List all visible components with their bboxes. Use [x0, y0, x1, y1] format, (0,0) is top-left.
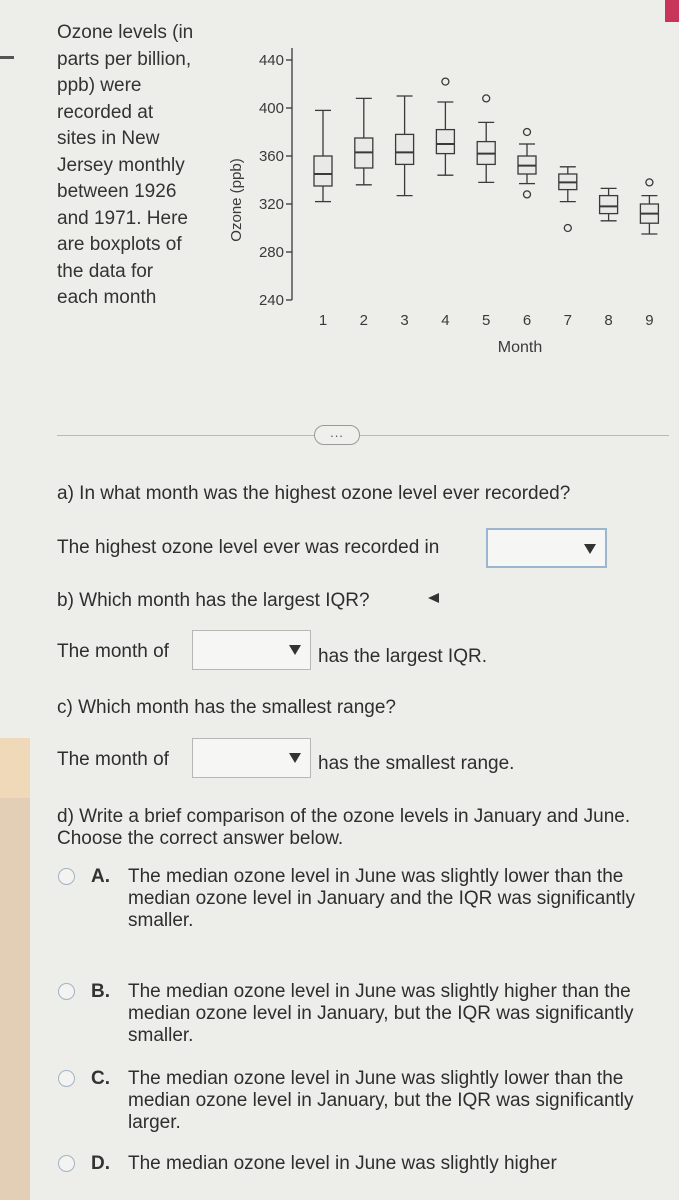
option-text: The median ozone level in June was slightly higher — [128, 1153, 557, 1174]
outlier-point — [524, 191, 531, 198]
dropdown-caret-icon — [289, 645, 301, 655]
answer-c-suffix: has the smallest range. — [318, 753, 515, 774]
section-divider — [57, 435, 669, 436]
x-tick-label: 6 — [522, 312, 532, 329]
y-tick-label: 400 — [258, 100, 284, 117]
question-d: d) Write a brief comparison of the ozone levels in January and June. Choose the correct answer below. — [57, 806, 631, 849]
dropdown-caret-icon — [584, 544, 596, 554]
iqr-box — [436, 130, 454, 154]
more-button[interactable]: ... — [314, 425, 360, 445]
answer-b-suffix: has the largest IQR. — [318, 646, 487, 667]
option-text: The median ozone level in June was slightly higher than the median ozone level in January, but the IQR was significantly smaller. — [128, 981, 634, 1046]
y-tick-label: 440 — [258, 52, 284, 69]
ozone-boxplot-chart — [0, 0, 679, 400]
x-tick-label: 8 — [604, 312, 613, 329]
month-dropdown-b[interactable] — [192, 630, 311, 670]
radio-button[interactable] — [58, 868, 75, 885]
month-dropdown-c[interactable] — [192, 738, 311, 778]
x-tick-label: 9 — [645, 312, 654, 329]
iqr-box — [314, 156, 332, 186]
answer-a-prefix: The highest ozone level ever was recorded in — [57, 537, 440, 558]
x-tick-label: 2 — [359, 312, 368, 329]
option-text: The median ozone level in June was slightly lower than the median ozone level in January, but the IQR was significantly larger. — [128, 1068, 634, 1133]
y-tick-label: 320 — [258, 196, 284, 213]
option-letter: B. — [91, 981, 110, 1002]
outlier-point — [442, 78, 449, 85]
pointer-cursor-icon — [428, 593, 439, 603]
outlier-point — [524, 129, 531, 136]
option-c[interactable] — [58, 1068, 658, 1148]
side-strip — [0, 738, 30, 1200]
side-strip-highlight — [0, 738, 30, 798]
x-axis-title: Month — [497, 339, 543, 356]
y-tick-label: 360 — [258, 148, 284, 165]
question-b: b) Which month has the largest IQR? — [57, 590, 370, 611]
iqr-box — [396, 134, 414, 164]
option-letter: C. — [91, 1068, 110, 1089]
outlier-point — [483, 95, 490, 102]
radio-button[interactable] — [58, 1070, 75, 1087]
question-a: a) In what month was the highest ozone level ever recorded? — [57, 483, 571, 504]
x-tick-label: 4 — [441, 312, 450, 329]
option-b[interactable] — [58, 981, 658, 1061]
option-text: The median ozone level in June was slightly lower than the median ozone level in January and the IQR was significantly smaller. — [128, 866, 635, 931]
answer-c-prefix: The month of — [57, 749, 169, 770]
x-tick-label: 5 — [482, 312, 491, 329]
y-tick-label: 280 — [258, 244, 284, 261]
radio-button[interactable] — [58, 983, 75, 1000]
option-letter: A. — [91, 866, 110, 887]
option-a[interactable] — [58, 866, 658, 946]
radio-button[interactable] — [58, 1155, 75, 1172]
intro-text: Ozone levels (in parts per billion, ppb) were recorded at sites in New Jersey monthly between 1926 and 1971. Here are boxplots of the data for each month — [57, 22, 194, 308]
x-tick-label: 1 — [318, 312, 328, 329]
x-tick-label: 3 — [400, 312, 409, 329]
outlier-point — [564, 225, 571, 232]
iqr-box — [600, 196, 618, 214]
option-letter: D. — [91, 1153, 110, 1174]
option-d[interactable] — [58, 1153, 658, 1183]
question-c: c) Which month has the smallest range? — [57, 697, 396, 718]
y-tick-label: 240 — [258, 292, 284, 309]
outlier-point — [646, 179, 653, 186]
month-dropdown-a[interactable] — [486, 528, 607, 568]
answer-b-prefix: The month of — [57, 641, 169, 662]
y-axis-title: Ozone (ppb) — [228, 158, 245, 242]
x-tick-label: 7 — [563, 312, 572, 329]
dropdown-caret-icon — [289, 753, 301, 763]
